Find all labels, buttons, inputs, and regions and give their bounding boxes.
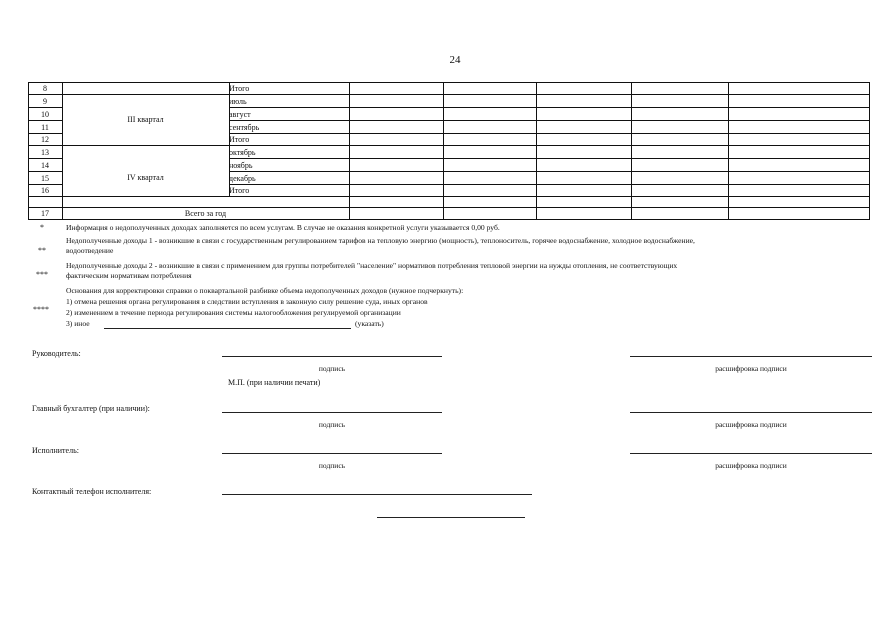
row-month: декабрь <box>229 174 256 183</box>
note-3-line-2: фактическим нормативам потребления <box>66 271 192 280</box>
row-number: 12 <box>41 135 49 144</box>
executor-label: Исполнитель: <box>32 446 79 455</box>
row-month: август <box>229 110 251 119</box>
row-number: 17 <box>41 209 49 218</box>
quarter-4-label: IV квартал <box>127 173 164 182</box>
row-number: 14 <box>41 161 49 170</box>
head-sign-caption: подпись <box>318 364 346 373</box>
page-number: 24 <box>449 54 461 66</box>
row-number: 9 <box>43 97 47 106</box>
note-4-line-1: Основания для корректировки справки о поквартальной разбивке объема недополученных доходов (нужное подчеркнуть): <box>66 286 464 295</box>
row-month: Итого <box>229 186 250 195</box>
executor-decode-caption: расшифровка подписи <box>715 461 787 470</box>
note-4-line-2: 1) отмена решения органа регулирования в следствии вступления в законную силу решение суда, иных органов <box>66 297 428 306</box>
row-month: Итого <box>229 84 250 93</box>
phone-label: Контактный телефон исполнителя: <box>32 487 152 496</box>
accountant-decode-caption: расшифровка подписи <box>715 420 787 429</box>
total-year-label: Всего за год <box>184 209 227 218</box>
executor-sign-caption: подпись <box>318 461 346 470</box>
row-number: 13 <box>41 148 49 157</box>
row-number: 15 <box>41 174 49 183</box>
row-number: 10 <box>41 110 49 119</box>
executor-decode-line <box>630 453 872 454</box>
stamp-note: М.П. (при наличии печати) <box>228 378 321 387</box>
row-month: октябрь <box>229 148 256 157</box>
row-month: ноябрь <box>229 161 253 170</box>
row-month: сентябрь <box>229 123 260 132</box>
row-number: 8 <box>43 84 47 93</box>
note-4-line-4-prefix: 3) иное <box>66 319 90 328</box>
accountant-sign-caption: подпись <box>318 420 346 429</box>
income-table <box>28 82 870 220</box>
other-basis-line <box>104 328 351 329</box>
head-label: Руководитель: <box>32 349 81 358</box>
quarter-3-label: III квартал <box>127 115 164 124</box>
note-3-mark: *** <box>36 270 48 279</box>
accountant-sign-line <box>222 412 442 413</box>
row-month: Итого <box>229 135 250 144</box>
note-4-line-4-suffix: (указать) <box>355 319 384 328</box>
row-number: 11 <box>41 123 49 132</box>
head-sign-line <box>222 356 442 357</box>
executor-sign-line <box>222 453 442 454</box>
note-4-mark: **** <box>33 305 49 314</box>
note-2-line-1: Недополученные доходы 1 - возникшие в связи с государственным регулированием тарифов на тепловую энергию (мощность), теплоноситель, горячее водоснабжение, холодное водоснабжение, <box>66 236 695 245</box>
accountant-decode-line <box>630 412 872 413</box>
row-month: июль <box>229 97 247 106</box>
accountant-label: Главный бухгалтер (при наличии): <box>32 404 150 413</box>
row-number: 16 <box>41 186 49 195</box>
head-decode-caption: расшифровка подписи <box>715 364 787 373</box>
closing-rule <box>377 517 525 518</box>
note-3-line-1: Недополученные доходы 2 - возникшие в связи с применением для группы потребителей "население" нормативов потребления тепловой энергии на нужды отопления, не соответствующих <box>66 261 678 270</box>
note-2-line-2: водоотведение <box>66 246 114 255</box>
note-1-mark: * <box>40 223 44 232</box>
note-2-mark: ** <box>38 246 46 255</box>
note-1: Информация о недополученных доходах заполняется по всем услугам. В случае не оказания конкретной услуги указывается 0,00 руб. <box>66 223 500 232</box>
phone-line <box>222 494 532 495</box>
head-decode-line <box>630 356 872 357</box>
note-4-line-3: 2) изменением в течение периода регулирования системы налогообложения регулируемой организации <box>66 308 401 317</box>
